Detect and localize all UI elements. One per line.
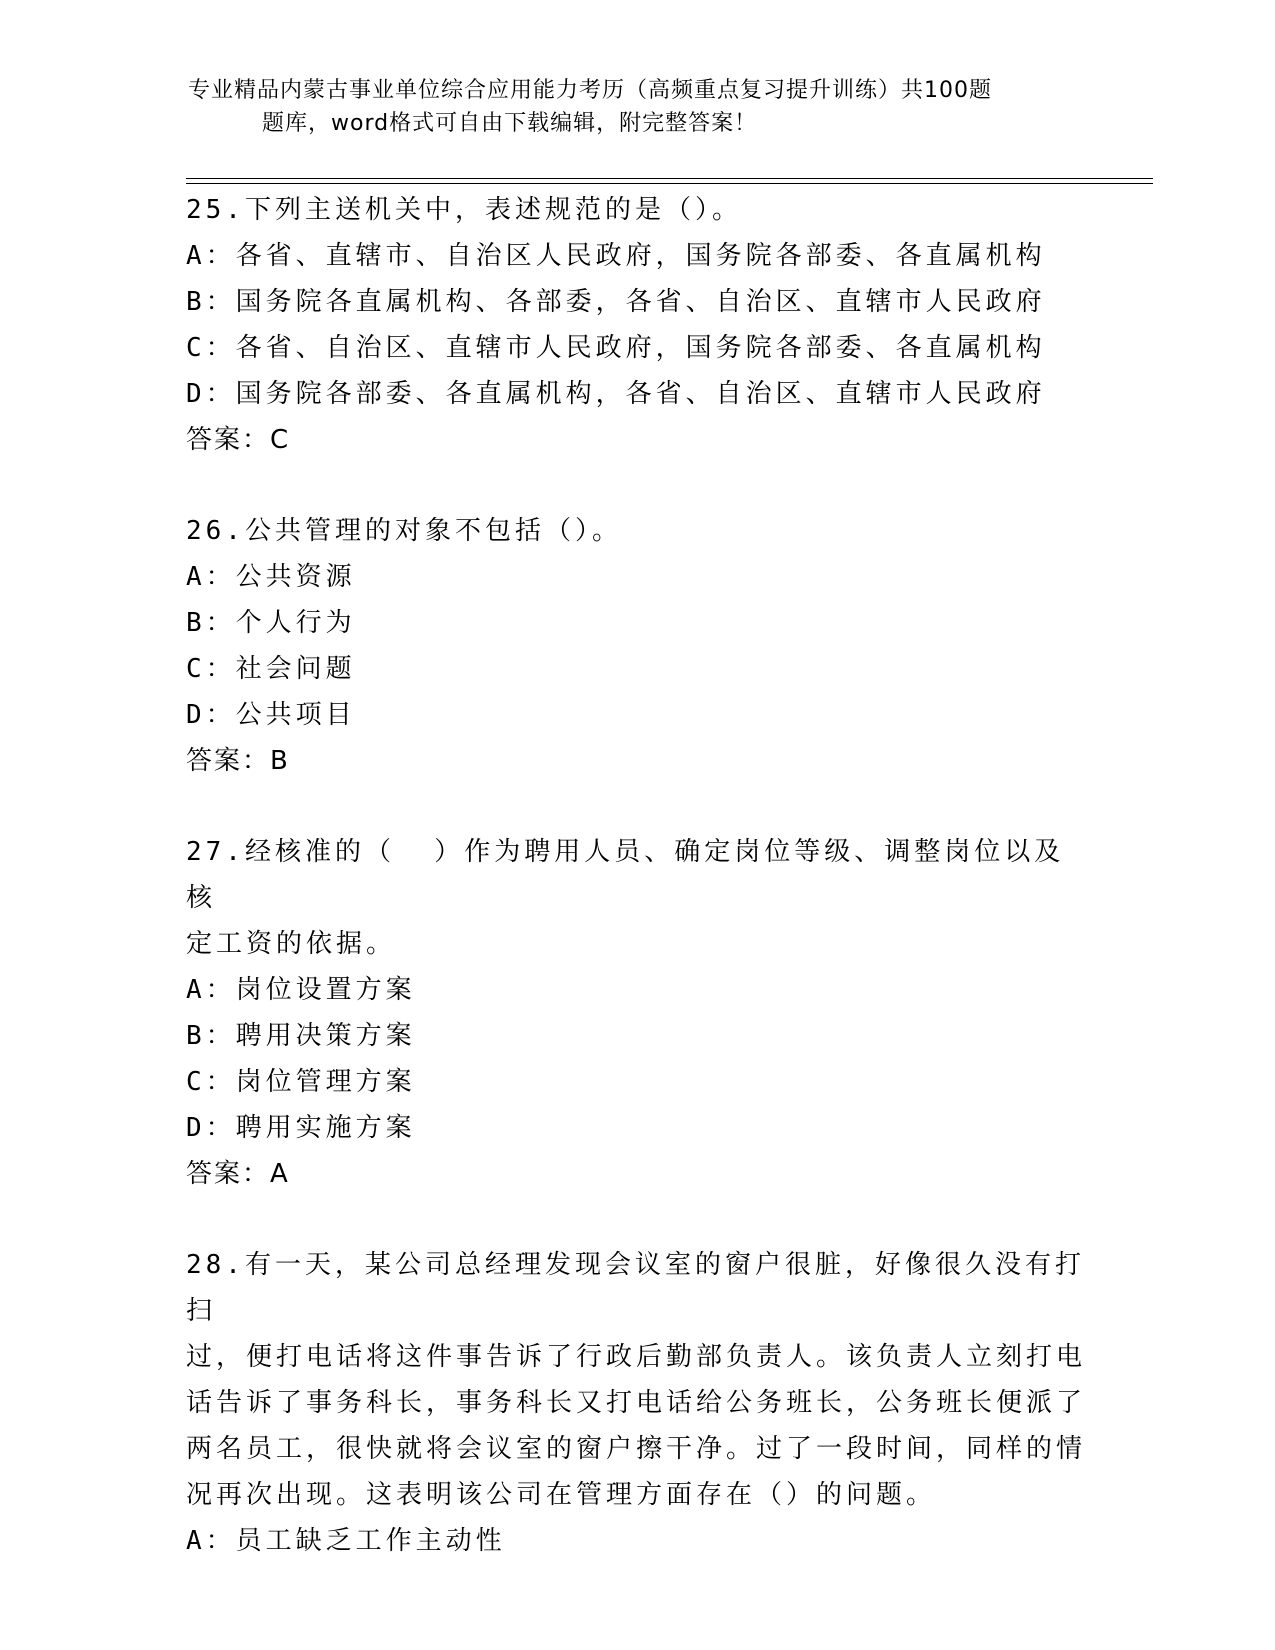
option-a: A：岗位设置方案 [186,975,416,1005]
question-stem: 25.下列主送机关中，表述规范的是（）。 [186,195,742,225]
question-stem-line: 况再次出现。这表明该公司在管理方面存在（）的问题。 [186,1480,937,1510]
question-stem-line: 话告诉了事务科长，事务科长又打电话给公务班长，公务班长便派了 [186,1388,1087,1418]
question-stem-line: 27.经核准的（ ）作为聘用人员、确定岗位等级、调整岗位以及核 [186,837,1065,913]
question-spacer [186,463,1086,508]
question-stem-line: 28.有一天，某公司总经理发现会议室的窗户很脏，好像很久没有打扫 [186,1250,1085,1326]
question-stem-line: 定工资的依据。 [186,929,397,959]
option-c: C：各省、自治区、直辖市人民政府，国务院各部委、各直属机构 [186,333,1046,363]
answer-line: 答案：B [186,746,290,776]
question-stem-line: 过，便打电话将这件事告诉了行政后勤部负责人。该负责人立刻打电 [186,1342,1087,1372]
option-b: B：国务院各直属机构、各部委，各省、自治区、直辖市人民政府 [186,287,1046,317]
header-title-line-1: 专业精品内蒙古事业单位综合应用能力考历（高频重点复习提升训练）共100题 [188,78,992,103]
question-block [186,187,1086,463]
question-stem-line: 两名员工，很快就将会议室的窗户擦干净。过了一段时间，同样的情 [186,1434,1087,1464]
option-c: C：社会问题 [186,654,356,684]
option-b: B：聘用决策方案 [186,1021,416,1051]
option-d: D：国务院各部委、各直属机构，各省、自治区、直辖市人民政府 [186,379,1046,409]
question-block [186,1242,1086,1564]
option-a: A：员工缺乏工作主动性 [186,1526,506,1556]
option-d: D：公共项目 [186,700,356,730]
question-stem: 26.公共管理的对象不包括（）。 [186,516,622,546]
header-rule-top [186,178,1153,179]
document-header [188,74,1088,140]
answer-line: 答案：C [186,425,291,455]
question-spacer [186,784,1086,829]
header-title-line-2: 题库，word格式可自由下载编辑，附完整答案！ [262,111,758,136]
option-d: D：聘用实施方案 [186,1113,416,1143]
question-spacer [186,1197,1086,1242]
option-b: B：个人行为 [186,608,356,638]
header-rule-bottom [186,183,1153,184]
question-block [186,829,1086,1197]
option-a: A：公共资源 [186,562,356,592]
answer-line: 答案：A [186,1159,290,1189]
question-block [186,508,1086,784]
option-c: C：岗位管理方案 [186,1067,416,1097]
question-list [186,187,1086,1564]
option-a: A：各省、直辖市、自治区人民政府，国务院各部委、各直属机构 [186,241,1046,271]
